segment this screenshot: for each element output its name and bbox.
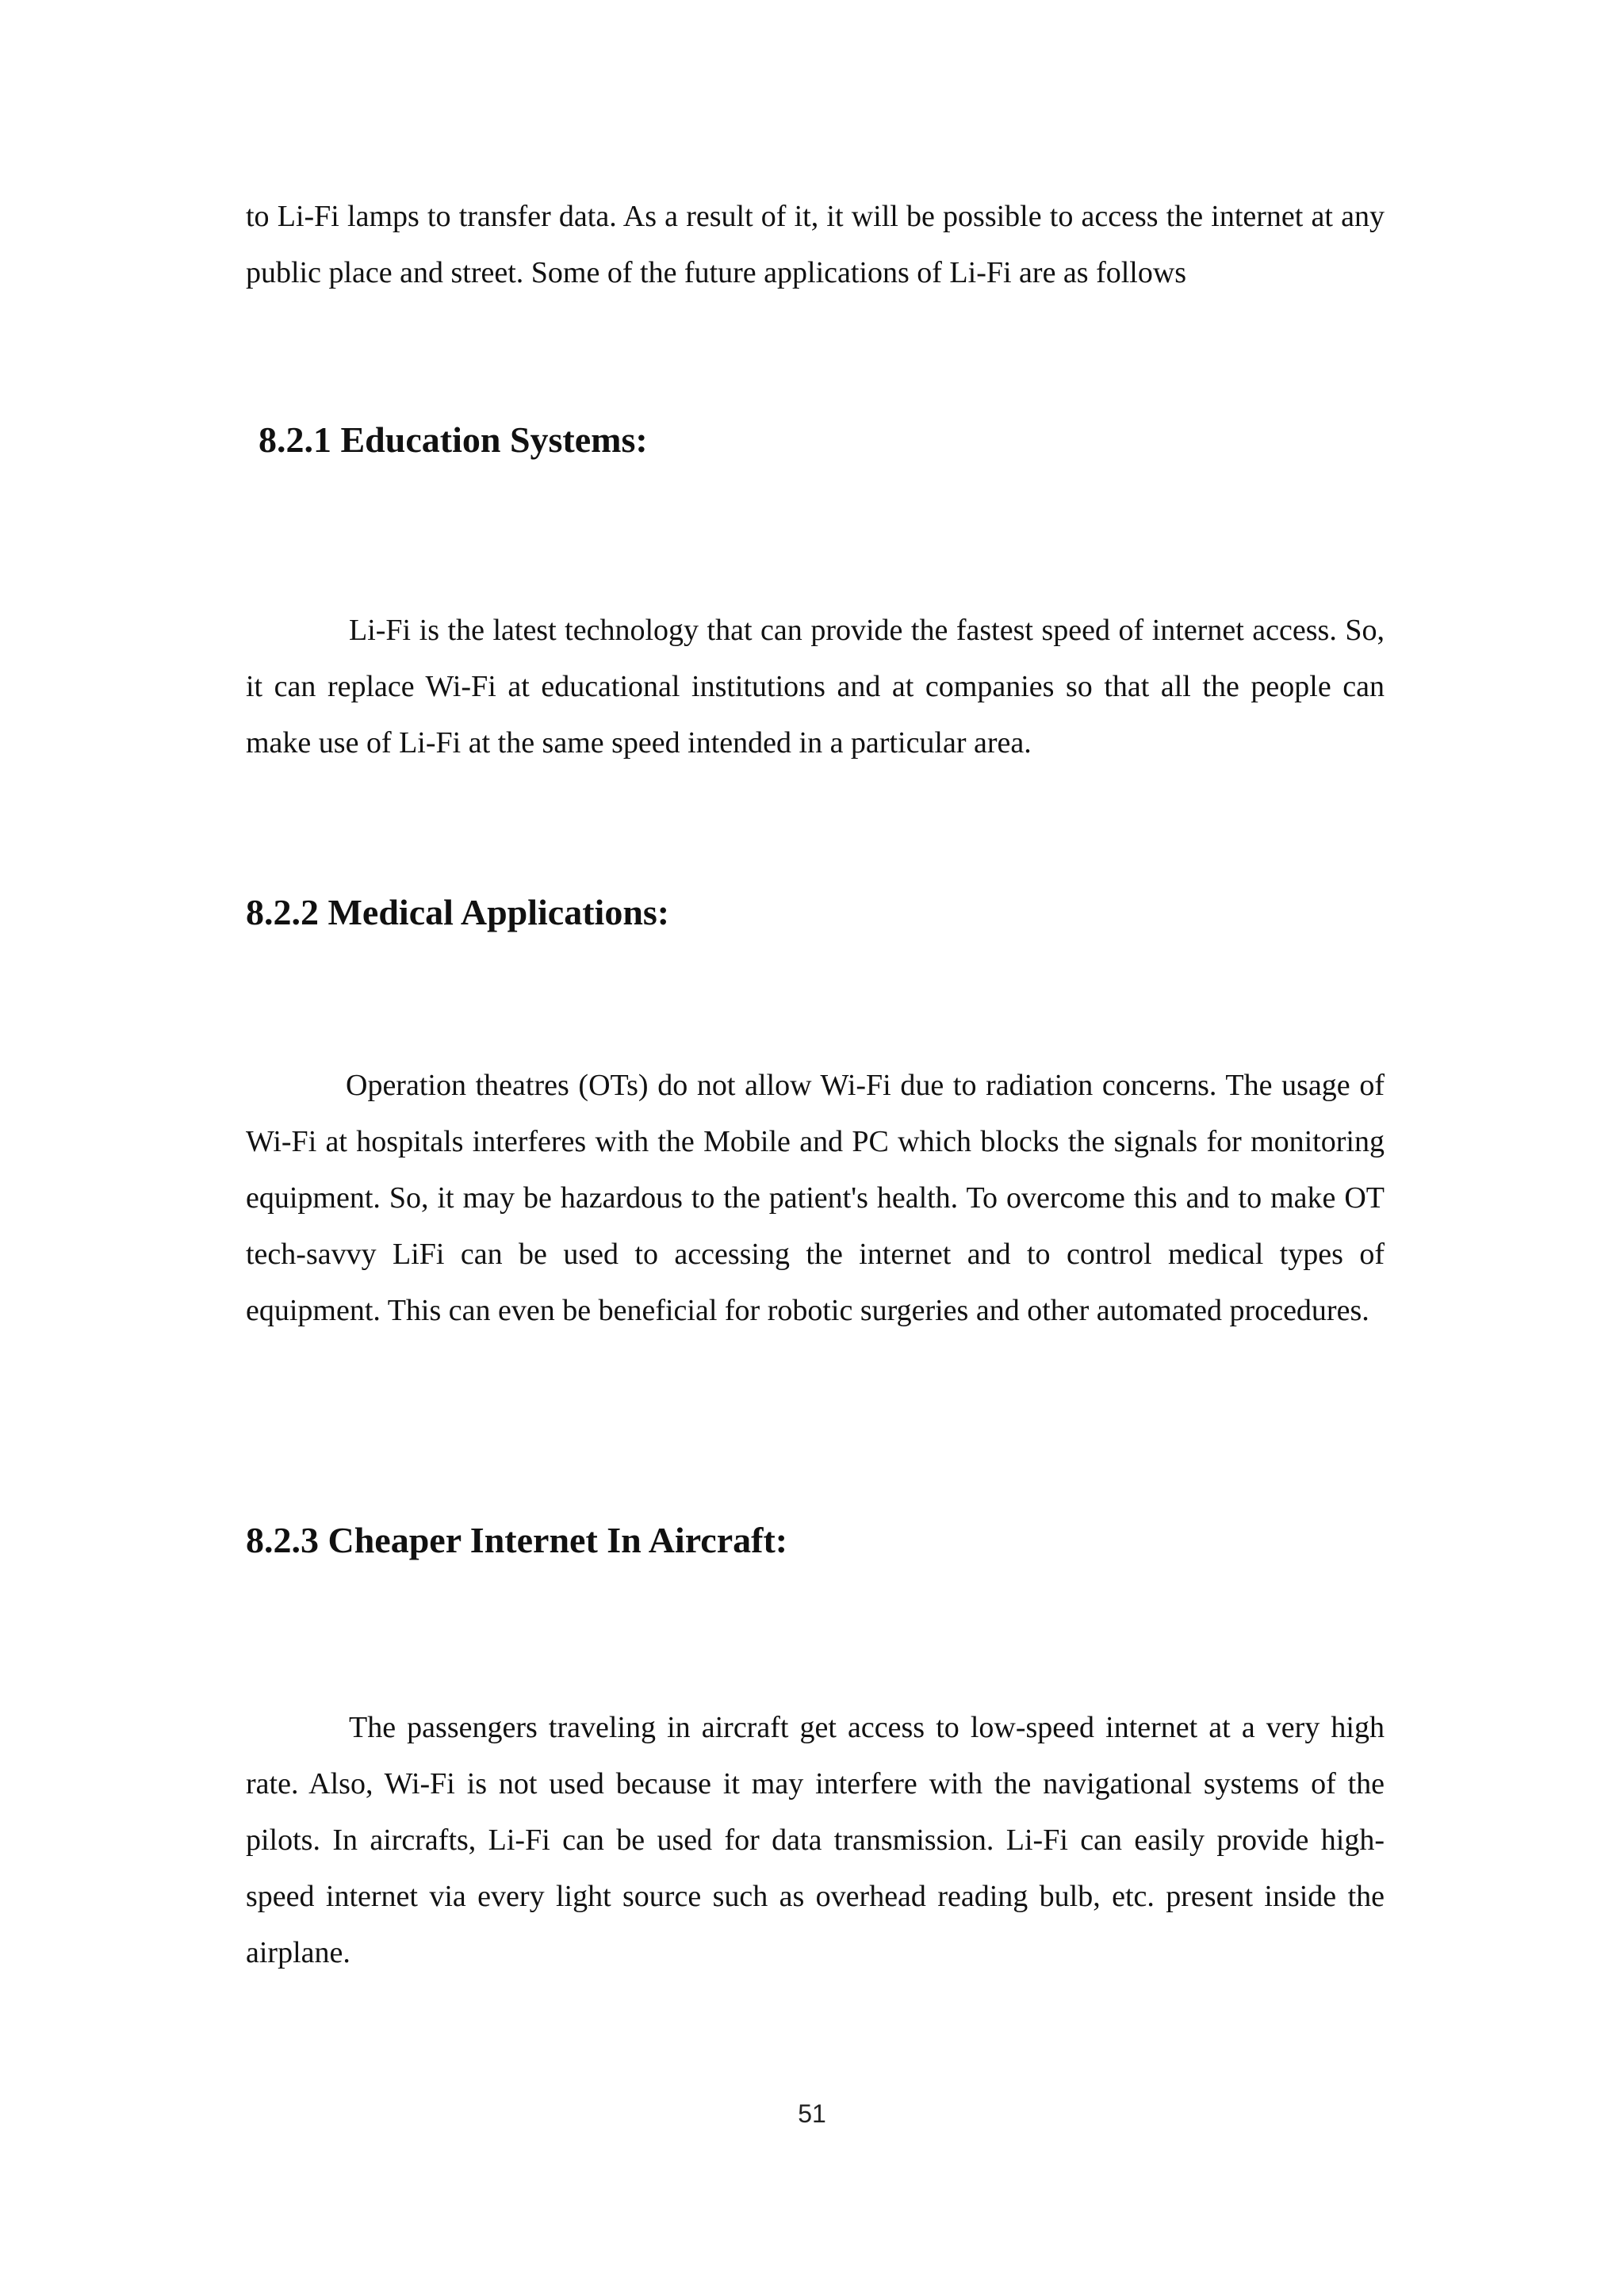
section-heading-education-systems: 8.2.1 Education Systems: — [259, 419, 648, 460]
section-paragraph-education-systems: Li-Fi is the latest technology that can provide the fastest speed of internet access. So, it can replace Wi-Fi at educational institutions and at companies so that all the people can make use of Li-Fi at the same speed intended in a particular area. — [246, 614, 1385, 760]
page-number: 51 — [798, 2099, 826, 2128]
section-paragraph-medical-applications: Operation theatres (OTs) do not allow Wi-Fi due to radiation concerns. The usage of Wi-Fi at hospitals interferes with the Mobile and PC which blocks the signals for monitoring equipment. So, it may be hazardous to the patient's health. To overcome this and to make OT tech-savvy LiFi can be used to accessing the internet and to control medical types of equipment. This can even be beneficial for robotic surgeries and other automated procedures. — [246, 1069, 1385, 1327]
intro-paragraph: to Li-Fi lamps to transfer data. As a result of it, it will be possible to access the internet at any public place and street. Some of the future applications of Li-Fi are as follows — [246, 200, 1385, 289]
section-paragraph-cheaper-internet-aircraft: The passengers traveling in aircraft get access to low-speed internet at a very high rate. Also, Wi-Fi is not used because it may interfere with the navigational systems of the pilots. In aircrafts, Li-Fi can be used for data transmission. Li-Fi can easily provide high-speed internet via every light source such as overhead reading bulb, etc. present inside the airplane. — [246, 1711, 1385, 1969]
section-heading-medical-applications: 8.2.2 Medical Applications: — [246, 892, 670, 932]
section-heading-cheaper-internet-aircraft: 8.2.3 Cheaper Internet In Aircraft: — [246, 1520, 788, 1560]
